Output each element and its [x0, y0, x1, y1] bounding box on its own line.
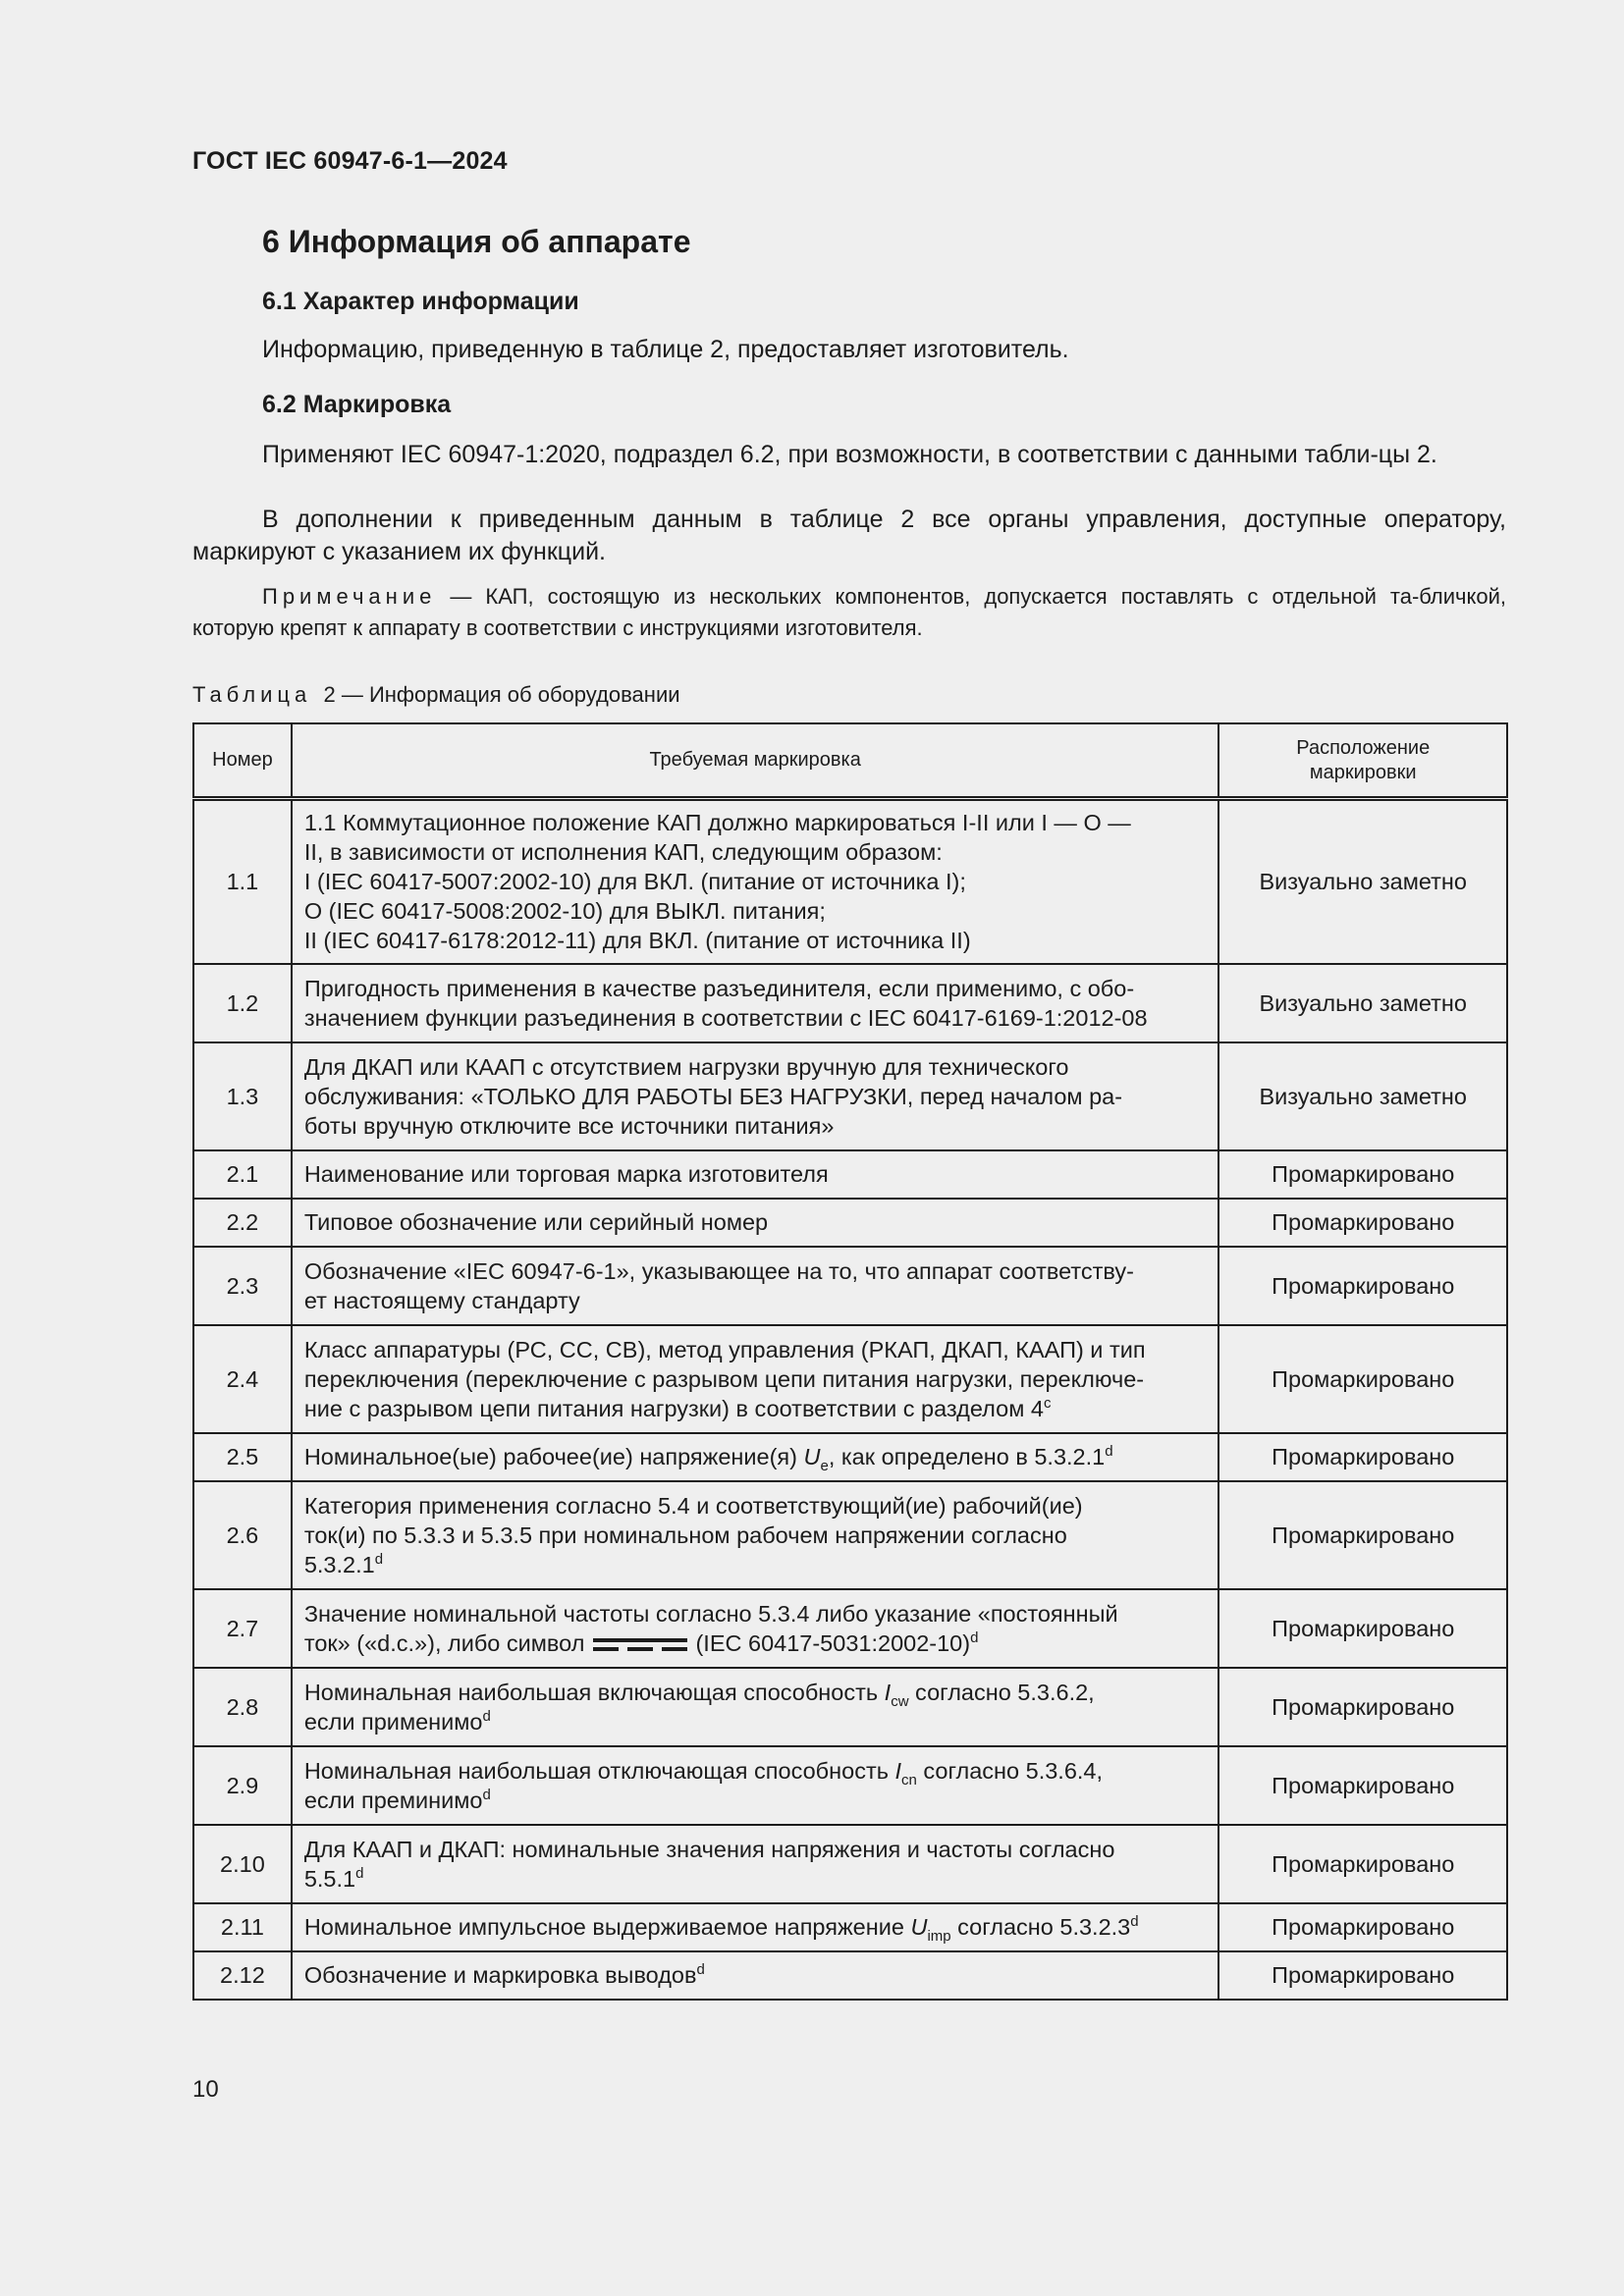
requirement-text: Номинальная наибольшая включающая способность: [303, 1679, 885, 1705]
requirement-line: ние с разрывом цепи питания нагрузки) в соответствии с разделом 4: [303, 1395, 1044, 1421]
row-requirement: Типовое обозначение или серийный номер: [292, 1199, 1219, 1247]
page-number: 10: [192, 2076, 219, 2103]
table-row: [193, 1325, 1507, 1433]
requirement-text: Номинальное импульсное выдерживаемое напряжение: [303, 1914, 911, 1940]
row-requirement: [292, 1589, 1219, 1668]
subsection-6-1-text: Информацию, приведенную в таблице 2, предоставляет изготовитель.: [262, 336, 1069, 363]
symbol: U: [803, 1444, 821, 1469]
requirement-line: обслуживания: «ТОЛЬКО ДЛЯ РАБОТЫ БЕЗ НАГРУЗКИ, перед началом ра-: [303, 1083, 1123, 1109]
row-location: Промаркировано: [1218, 1951, 1507, 2000]
row-requirement: [292, 1825, 1219, 1903]
header-required-marking: Требуемая маркировка: [292, 723, 1219, 799]
footnote-ref: d: [970, 1629, 979, 1646]
requirement-text: согласно 5.3.6.4,: [916, 1757, 1104, 1784]
table-row: [193, 1903, 1507, 1951]
table-caption-label: Таблица: [192, 682, 312, 707]
symbol-subscript: cn: [901, 1771, 917, 1789]
requirement-text: Номинальная наибольшая отключающая способность: [303, 1757, 895, 1784]
footnote-ref: d: [374, 1550, 384, 1568]
row-location: Промаркировано: [1218, 1825, 1507, 1903]
table-row: [193, 1247, 1507, 1325]
row-number: 2.9: [193, 1746, 292, 1825]
requirement-line: O (IEC 60417-5008:2002-10) для ВЫКЛ. питания;: [303, 898, 826, 925]
requirement-text: Обозначение и маркировка выводов: [303, 1962, 697, 1988]
row-requirement: [292, 799, 1219, 964]
row-requirement: [292, 964, 1219, 1042]
dc-symbol-icon: [593, 1635, 687, 1653]
row-number: 2.4: [193, 1325, 292, 1433]
row-number: 2.8: [193, 1668, 292, 1746]
row-location: Визуально заметно: [1218, 964, 1507, 1042]
header-marking-location: [1218, 723, 1507, 799]
requirement-line: ток(и) по 5.3.3 и 5.3.5 при номинальном рабочем напряжении согласно: [303, 1522, 1067, 1548]
footnote-ref: c: [1043, 1394, 1052, 1412]
footnote-ref: d: [482, 1786, 491, 1803]
row-location: Промаркировано: [1218, 1746, 1507, 1825]
row-location: Промаркировано: [1218, 1433, 1507, 1481]
row-location: Промаркировано: [1218, 1903, 1507, 1951]
table-row: [193, 799, 1507, 964]
row-location: Промаркировано: [1218, 1325, 1507, 1433]
requirement-line: II, в зависимости от исполнения КАП, следующим образом:: [303, 839, 943, 866]
requirement-line: II (IEC 60417-6178:2012-11) для ВКЛ. (питание от источника II): [303, 928, 971, 954]
table-row: [193, 1589, 1507, 1668]
row-requirement: [292, 1042, 1219, 1150]
footnote-ref: d: [355, 1864, 364, 1882]
row-number: 2.7: [193, 1589, 292, 1668]
requirement-line: 5.3.2.1: [303, 1551, 375, 1577]
requirement-text: (IEC 60417-5031:2002-10): [695, 1629, 971, 1656]
symbol: I: [884, 1679, 892, 1705]
table-row: [193, 1150, 1507, 1199]
table-row: [193, 1481, 1507, 1589]
requirement-text: согласно 5.3.2.3: [950, 1914, 1131, 1940]
requirement-line: Значение номинальной частоты согласно 5.3.4 либо указание «постоянный: [303, 1600, 1118, 1627]
row-number: 2.12: [193, 1951, 292, 2000]
requirement-text: Номинальное(ые) рабочее(ие) напряжение(я): [303, 1444, 804, 1469]
row-number: 2.2: [193, 1199, 292, 1247]
table-row: [193, 1199, 1507, 1247]
note-text: — КАП, состоящую из нескольких компонентов, допускается поставлять с отдельной та-бличкой, которую крепят к аппарату в соответствии с инструкциями изготовителя.: [192, 584, 1506, 640]
section-title: 6 Информация об аппарате: [262, 224, 691, 259]
footnote-ref: d: [482, 1707, 491, 1725]
symbol: U: [910, 1914, 928, 1940]
symbol: I: [894, 1757, 902, 1784]
requirement-line: 5.5.1: [303, 1865, 356, 1892]
row-requirement: [292, 1247, 1219, 1325]
paragraph-controls-marking: В дополнении к приведенным данным в таблице 2 все органы управления, доступные оператору, маркируют с указанием их функций.: [192, 506, 1506, 565]
row-location: Визуально заметно: [1218, 1042, 1507, 1150]
row-number: 2.10: [193, 1825, 292, 1903]
requirement-line: переключения (переключение с разрывом цепи питания нагрузки, переключе-: [303, 1365, 1145, 1392]
requirement-line: ет настоящему стандарту: [303, 1287, 580, 1313]
row-number: 1.2: [193, 964, 292, 1042]
requirement-line: Пригодность применения в качестве разъединителя, если применимо, с обо-: [303, 975, 1135, 1001]
row-location: Промаркировано: [1218, 1481, 1507, 1589]
note: [192, 581, 1506, 644]
requirement-line: боты вручную отключите все источники питания»: [303, 1112, 835, 1139]
requirement-line: Для ДКАП или КААП с отсутствием нагрузки вручную для технического: [303, 1053, 1069, 1080]
requirement-text: ток» («d.c.»), либо символ: [303, 1629, 585, 1656]
symbol-subscript: cw: [891, 1692, 909, 1710]
note-label: Примечание: [262, 584, 437, 609]
footnote-ref: d: [1105, 1443, 1113, 1460]
row-requirement: [292, 1433, 1219, 1481]
row-number: 2.5: [193, 1433, 292, 1481]
row-requirement: [292, 1668, 1219, 1746]
row-number: 1.1: [193, 799, 292, 964]
row-location: Промаркировано: [1218, 1199, 1507, 1247]
document-header: ГОСТ IEC 60947-6-1—2024: [192, 147, 508, 175]
requirement-line: I (IEC 60417-5007:2002-10) для ВКЛ. (питание от источника I);: [303, 869, 966, 895]
table-header-row: [193, 723, 1507, 799]
row-location: Визуально заметно: [1218, 799, 1507, 964]
paragraph-iec-reference: Применяют IEC 60947-1:2020, подраздел 6.2, при возможности, в соответствии с данными табли-цы 2.: [262, 441, 1437, 468]
row-location: Промаркировано: [1218, 1247, 1507, 1325]
table-row: [193, 1042, 1507, 1150]
row-requirement: [292, 1746, 1219, 1825]
subsection-6-1-title: 6.1 Характер информации: [262, 288, 579, 315]
header-number: Номер: [193, 723, 292, 799]
requirement-line: значением функции разъединения в соответствии с IEC 60417-6169-1:2012-08: [303, 1004, 1148, 1031]
footnote-ref: d: [1130, 1913, 1139, 1930]
requirement-line: 1.1 Коммутационное положение КАП должно маркироваться I-II или I — O —: [303, 810, 1131, 836]
row-location: Промаркировано: [1218, 1150, 1507, 1199]
equipment-info-table: [192, 722, 1508, 2001]
subsection-6-2-title: 6.2 Маркировка: [262, 391, 452, 418]
table-caption-text: 2 — Информация об оборудовании: [323, 682, 680, 707]
requirement-line: Обозначение «IEC 60947-6-1», указывающее на то, что аппарат соответству-: [303, 1257, 1134, 1284]
requirement-text: , как определено в 5.3.2.1: [828, 1444, 1106, 1469]
row-number: 2.11: [193, 1903, 292, 1951]
requirement-line: Категория применения согласно 5.4 и соответствующий(ие) рабочий(ие): [303, 1492, 1083, 1519]
requirement-line: Для КААП и ДКАП: номинальные значения напряжения и частоты согласно: [303, 1836, 1115, 1862]
table-row: [193, 1668, 1507, 1746]
header-location-line1: Расположение: [1296, 736, 1431, 759]
row-requirement: [292, 1951, 1219, 2000]
requirement-line: Класс аппаратуры (РС, СС, СВ), метод управления (РКАП, ДКАП, КААП) и тип: [303, 1336, 1146, 1362]
table-row: [193, 964, 1507, 1042]
requirement-text: согласно 5.3.6.2,: [908, 1679, 1095, 1705]
table-row: [193, 1746, 1507, 1825]
row-number: 1.3: [193, 1042, 292, 1150]
table-row: [193, 1951, 1507, 2000]
table-row: [193, 1433, 1507, 1481]
symbol-subscript: imp: [927, 1928, 951, 1945]
row-requirement: [292, 1903, 1219, 1951]
row-number: 2.3: [193, 1247, 292, 1325]
row-location: Промаркировано: [1218, 1668, 1507, 1746]
row-number: 2.1: [193, 1150, 292, 1199]
requirement-line: если преминимо: [303, 1787, 483, 1813]
footnote-ref: d: [696, 1961, 705, 1978]
row-location: Промаркировано: [1218, 1589, 1507, 1668]
row-requirement: [292, 1325, 1219, 1433]
requirement-line: если применимо: [303, 1708, 483, 1735]
table-row: [193, 1825, 1507, 1903]
row-requirement: Наименование или торговая марка изготовителя: [292, 1150, 1219, 1199]
symbol-subscript: e: [820, 1458, 829, 1474]
row-requirement: [292, 1481, 1219, 1589]
table-caption: [192, 682, 680, 708]
row-number: 2.6: [193, 1481, 292, 1589]
header-location-line2: маркировки: [1309, 761, 1417, 783]
